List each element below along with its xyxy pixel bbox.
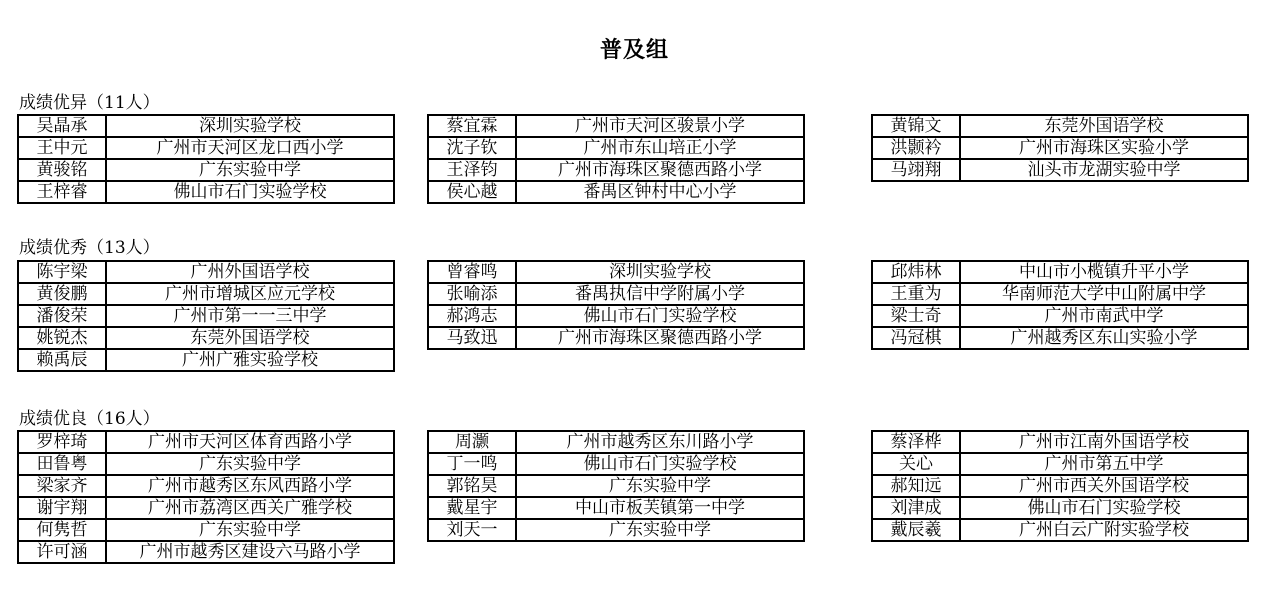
school-name: 广州市天河区骏景小学	[516, 115, 804, 137]
student-name: 吴晶承	[18, 115, 106, 137]
table-row	[428, 283, 804, 305]
school-name: 广州市第五中学	[960, 453, 1248, 475]
student-name: 许可涵	[18, 541, 106, 563]
school-name: 东莞外国语学校	[960, 115, 1248, 137]
results-table-outstanding-col-1	[17, 260, 395, 372]
table-row	[18, 431, 394, 453]
section-heading-excellent: 成绩优异（11人）	[19, 93, 160, 113]
school-name: 汕头市龙湖实验中学	[960, 159, 1248, 181]
student-name: 马致迅	[428, 327, 516, 349]
student-name: 谢宇翔	[18, 497, 106, 519]
school-name: 广州市第一一三中学	[106, 305, 394, 327]
table-row	[18, 541, 394, 563]
table-row	[428, 519, 804, 541]
table-row	[872, 159, 1248, 181]
school-name: 番禺区钟村中心小学	[516, 181, 804, 203]
student-name: 梁士奇	[872, 305, 960, 327]
school-name: 华南师范大学中山附属中学	[960, 283, 1248, 305]
student-name: 姚锐杰	[18, 327, 106, 349]
student-name: 郝知远	[872, 475, 960, 497]
school-name: 广州市天河区龙口西小学	[106, 137, 394, 159]
school-name: 广州市天河区体育西路小学	[106, 431, 394, 453]
school-name: 佛山市石门实验学校	[516, 305, 804, 327]
student-name: 张喻添	[428, 283, 516, 305]
results-table-excellent-col-1	[17, 114, 395, 204]
student-name: 王重为	[872, 283, 960, 305]
student-name: 罗梓琦	[18, 431, 106, 453]
table-row	[428, 181, 804, 203]
school-name: 广州外国语学校	[106, 261, 394, 283]
table-row	[872, 431, 1248, 453]
results-table-good-col-1	[17, 430, 395, 564]
student-name: 黄锦文	[872, 115, 960, 137]
table-row	[18, 327, 394, 349]
table-row	[872, 115, 1248, 137]
student-name: 田鲁粤	[18, 453, 106, 475]
school-name: 佛山市石门实验学校	[516, 453, 804, 475]
student-name: 戴星宇	[428, 497, 516, 519]
student-name: 周灏	[428, 431, 516, 453]
school-name: 番禺执信中学附属小学	[516, 283, 804, 305]
results-table-excellent-col-2	[427, 114, 805, 204]
table-row	[428, 475, 804, 497]
table-row	[872, 519, 1248, 541]
school-name: 佛山市石门实验学校	[960, 497, 1248, 519]
table-row	[18, 349, 394, 371]
table-row	[428, 137, 804, 159]
school-name: 广州市越秀区东川路小学	[516, 431, 804, 453]
table-row	[428, 305, 804, 327]
school-name: 佛山市石门实验学校	[106, 181, 394, 203]
student-name: 王中元	[18, 137, 106, 159]
section-heading-good: 成绩优良（16人）	[19, 409, 160, 429]
student-name: 王梓睿	[18, 181, 106, 203]
table-row	[18, 115, 394, 137]
student-name: 黄骏铭	[18, 159, 106, 181]
table-row	[428, 327, 804, 349]
student-name: 曾睿鸣	[428, 261, 516, 283]
student-name: 郭铭昊	[428, 475, 516, 497]
results-table-good-col-3	[871, 430, 1249, 542]
student-name: 蔡宜霖	[428, 115, 516, 137]
student-name: 侯心越	[428, 181, 516, 203]
table-row	[18, 519, 394, 541]
table-row	[18, 181, 394, 203]
student-name: 刘天一	[428, 519, 516, 541]
student-name: 黄俊鹏	[18, 283, 106, 305]
table-row	[18, 305, 394, 327]
student-name: 王泽钧	[428, 159, 516, 181]
school-name: 广州白云广附实验学校	[960, 519, 1248, 541]
school-name: 广州市海珠区实验小学	[960, 137, 1248, 159]
student-name: 潘俊荣	[18, 305, 106, 327]
student-name: 洪颢衿	[872, 137, 960, 159]
school-name: 广东实验中学	[516, 519, 804, 541]
table-row	[18, 137, 394, 159]
table-row	[18, 453, 394, 475]
school-name: 广东实验中学	[106, 519, 394, 541]
table-row	[872, 327, 1248, 349]
table-row	[428, 497, 804, 519]
student-name: 邱炜林	[872, 261, 960, 283]
student-name: 戴辰羲	[872, 519, 960, 541]
school-name: 广州市荔湾区西关广雅学校	[106, 497, 394, 519]
school-name: 广州市增城区应元学校	[106, 283, 394, 305]
results-table-outstanding-col-2	[427, 260, 805, 350]
student-name: 沈子钦	[428, 137, 516, 159]
school-name: 广州市越秀区东风西路小学	[106, 475, 394, 497]
school-name: 广东实验中学	[106, 159, 394, 181]
results-table-excellent-col-3	[871, 114, 1249, 182]
school-name: 广州越秀区东山实验小学	[960, 327, 1248, 349]
school-name: 深圳实验学校	[516, 261, 804, 283]
table-row	[18, 475, 394, 497]
school-name: 深圳实验学校	[106, 115, 394, 137]
school-name: 中山市板芙镇第一中学	[516, 497, 804, 519]
school-name: 广州市西关外国语学校	[960, 475, 1248, 497]
school-name: 广州市海珠区聚德西路小学	[516, 327, 804, 349]
student-name: 赖禹辰	[18, 349, 106, 371]
school-name: 东莞外国语学校	[106, 327, 394, 349]
table-row	[872, 305, 1248, 327]
table-row	[428, 261, 804, 283]
results-table-outstanding-col-3	[871, 260, 1249, 350]
school-name: 广州市越秀区建设六马路小学	[106, 541, 394, 563]
table-row	[872, 453, 1248, 475]
table-row	[872, 261, 1248, 283]
student-name: 关心	[872, 453, 960, 475]
table-row	[18, 159, 394, 181]
table-row	[872, 475, 1248, 497]
student-name: 郝鸿志	[428, 305, 516, 327]
table-row	[872, 137, 1248, 159]
section-heading-outstanding: 成绩优秀（13人）	[19, 238, 160, 258]
school-name: 广东实验中学	[106, 453, 394, 475]
student-name: 丁一鸣	[428, 453, 516, 475]
student-name: 冯冠棋	[872, 327, 960, 349]
student-name: 梁家齐	[18, 475, 106, 497]
student-name: 马翊翔	[872, 159, 960, 181]
page-title: 普及组	[599, 37, 669, 63]
table-row	[18, 497, 394, 519]
table-row	[872, 497, 1248, 519]
school-name: 广州市东山培正小学	[516, 137, 804, 159]
student-name: 蔡泽桦	[872, 431, 960, 453]
table-row	[872, 283, 1248, 305]
school-name: 广州市南武中学	[960, 305, 1248, 327]
school-name: 广州市江南外国语学校	[960, 431, 1248, 453]
student-name: 陈宇梁	[18, 261, 106, 283]
student-name: 刘津成	[872, 497, 960, 519]
table-row	[428, 453, 804, 475]
results-table-good-col-2	[427, 430, 805, 542]
student-name: 何隽哲	[18, 519, 106, 541]
table-row	[428, 431, 804, 453]
table-row	[428, 159, 804, 181]
table-row	[18, 261, 394, 283]
school-name: 广州广雅实验学校	[106, 349, 394, 371]
school-name: 广东实验中学	[516, 475, 804, 497]
school-name: 中山市小榄镇升平小学	[960, 261, 1248, 283]
table-row	[18, 283, 394, 305]
school-name: 广州市海珠区聚德西路小学	[516, 159, 804, 181]
table-row	[428, 115, 804, 137]
